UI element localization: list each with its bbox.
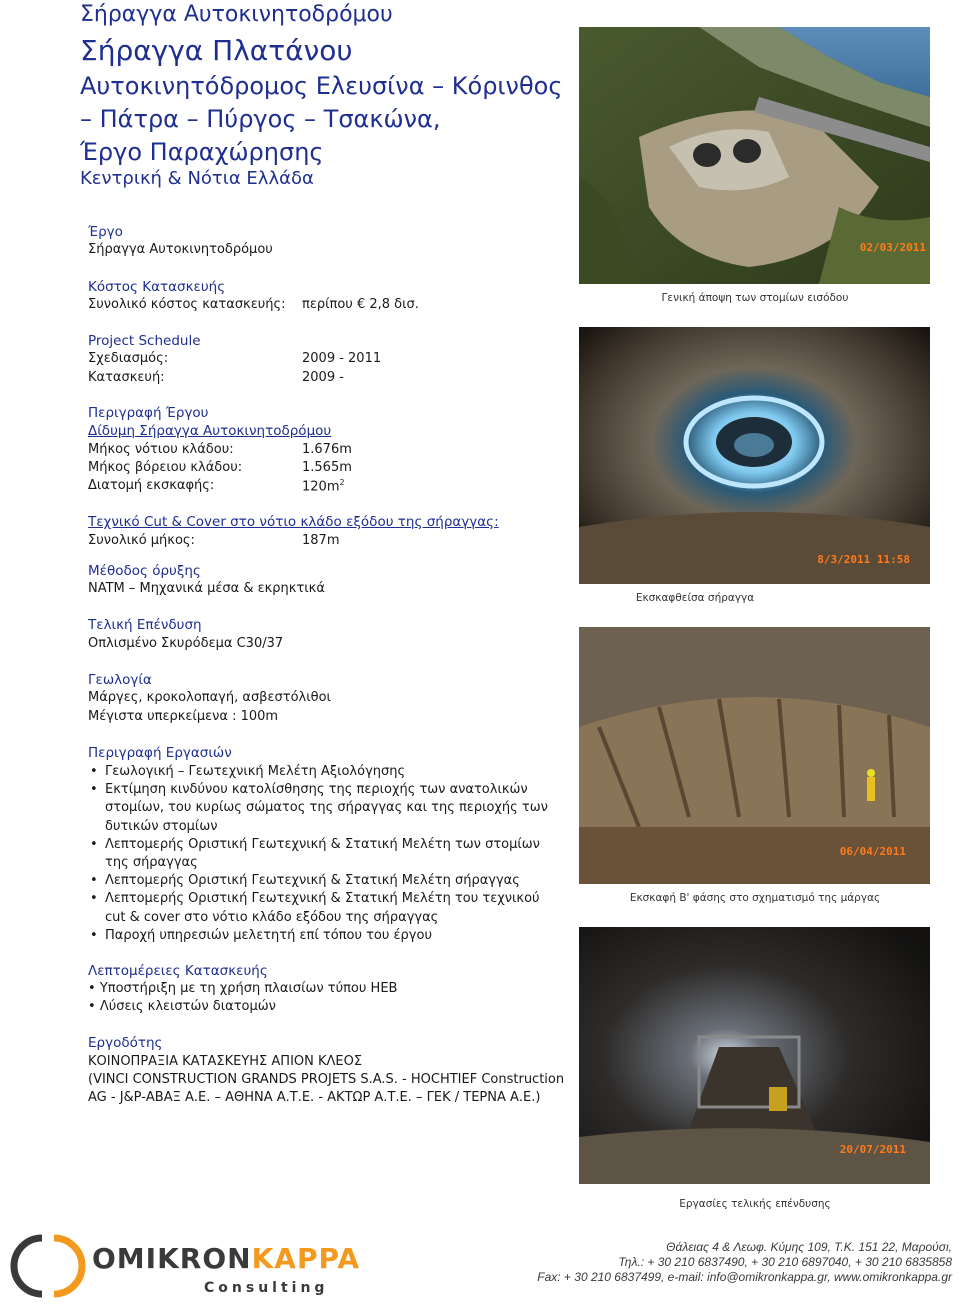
works-item-5: • Λεπτομερής Οριστική Γεωτεχνική & Στατική Μελέτη του τεχνικού cut & cover στο νότιο κλάδο εξόδου της σήραγγας <box>88 890 558 926</box>
contact-block <box>537 1240 952 1285</box>
lining-value: Οπλισμένο Σκυρόδεμα C30/37 <box>88 636 284 651</box>
description-title: Περιγραφή Έργου <box>88 405 209 421</box>
section-value: $120m^2$ <box>302 478 345 495</box>
client-line-1: ΚΟΙΝΟΠΡΑΞΙΑ ΚΑΤΑΣΚΕΥΗΣ ΑΠΙΟΝ ΚΛΕΟΣ <box>88 1054 363 1069</box>
description-subtitle: Δίδυμη Σήραγγα Αυτοκινητοδρόμου <box>88 423 332 439</box>
method-value: NATM – Μηχανικά μέσα & εκρηκτικά <box>88 581 325 596</box>
photo-final-lining <box>579 927 930 1184</box>
lining-title: Τελική Επένδυση <box>88 617 202 633</box>
geology-title: Γεωλογία <box>88 672 152 688</box>
contact-fax-email: Fax: + 30 210 6837499, e-mail: info@omikronkappa.gr, www.omikronkappa.gr <box>537 1270 952 1284</box>
photo-date-stamp: 02/03/2011 <box>859 241 926 254</box>
cutcover-value: 187m <box>302 533 340 548</box>
cutcover-title: Τεχνικό Cut & Cover στο νότιο κλάδο εξόδου της σήραγγας: <box>88 514 499 530</box>
project-value: Σήραγγα Αυτοκινητοδρόμου <box>88 242 273 257</box>
header-line-3a: Αυτοκινητόδρομος Ελευσίνα – Κόρινθος <box>80 72 563 100</box>
cost-value: περίπου € 2,8 δισ. <box>302 297 419 312</box>
south-length-value: 1.676m <box>302 442 352 457</box>
logo-subtitle: Consulting <box>204 1280 329 1296</box>
project-title: Έργο <box>88 224 123 240</box>
details-item-1: • Υποστήριξη με τη χρήση πλαισίων τύπου HEB <box>88 981 398 996</box>
geology-line-1: Μάργες, κροκολοπαγή, ασβεστόλιθοι <box>88 690 331 705</box>
works-item-4: • Λεπτομερής Οριστική Γεωτεχνική & Στατική Μελέτη σήραγγας <box>88 872 558 890</box>
photo-caption-2: Εκσκαφθείσα σήραγγα <box>635 592 755 604</box>
details-item-2: • Λύσεις κλειστών διατομών <box>88 999 276 1014</box>
cutcover-label: Συνολικό μήκος: <box>88 533 195 548</box>
cost-title: Κόστος Κατασκευής <box>88 279 226 295</box>
details-title: Λεπτομέρειες Κατασκευής <box>88 963 268 979</box>
schedule-construction-label: Κατασκευή: <box>88 370 165 385</box>
schedule-title: Project Schedule <box>88 333 201 349</box>
works-item-2: • Εκτίμηση κινδύνου κατολίσθησης της περιοχής των ανατολικών στομίων, του κυρίως σώματος της σήραγγας και της περιοχής των δυτικών στομίων <box>88 781 558 836</box>
south-length-label: Μήκος νότιου κλάδου: <box>88 442 234 457</box>
works-title: Περιγραφή Εργασιών <box>88 745 232 761</box>
method-title: Μέθοδος όρυξης <box>88 563 201 579</box>
client-line-2: (VINCI CONSTRUCTION GRANDS PROJETS S.A.S. - HOCHTIEF Construction <box>88 1072 565 1087</box>
north-length-label: Μήκος βόρειου κλάδου: <box>88 460 243 475</box>
photo-caption-4: Εργασίες τελικής επένδυσης <box>679 1198 831 1210</box>
header-line-3c: Έργο Παραχώρησης <box>80 138 324 166</box>
photo-date-stamp: 20/07/2011 <box>839 1143 906 1156</box>
client-line-3: AG - J&P-ΑΒΑΞ Α.Ε. – ΑΘΗΝΑ Α.Τ.Ε. - ΑΚΤΩΡ Α.Τ.Ε. – ΓΕΚ / ΤΕΡΝΑ Α.Ε.) <box>88 1090 541 1105</box>
photo-caption-1: Γενική άποψη των στομίων εισόδου <box>661 292 849 304</box>
geology-line-2: Μέγιστα υπερκείμενα : 100m <box>88 709 279 724</box>
photo-excavated-tunnel <box>579 327 930 584</box>
logo-wordmark: OMIKRONKAPPA <box>92 1242 361 1275</box>
photo-phase-b-excavation <box>579 627 930 884</box>
section-label: Διατομή εκσκαφής: <box>88 478 215 493</box>
contact-phones: Τηλ.: + 30 210 6837490, + 30 210 6897040, + 30 210 6835858 <box>618 1255 952 1269</box>
client-title: Εργοδότης <box>88 1035 163 1051</box>
page-title: Σήραγγα Πλατάνου <box>80 34 353 67</box>
photo-portals-overview <box>579 27 930 284</box>
schedule-design-value: 2009 - 2011 <box>302 351 382 366</box>
logo-mark-icon <box>8 1232 98 1300</box>
works-item-3: • Λεπτομερής Οριστική Γεωτεχνική & Στατική Μελέτη των στομίων της σήραγγας <box>88 836 558 872</box>
north-length-value: 1.565m <box>302 460 352 475</box>
works-list <box>88 763 558 945</box>
cost-label: Συνολικό κόστος κατασκευής: <box>88 297 286 312</box>
company-logo <box>8 1232 398 1302</box>
header-line-3b: – Πάτρα – Πύργος – Τσακώνα, <box>80 105 441 133</box>
photo-caption-3: Εκσκαφή Β' φάσης στο σχηματισμό της μάργας <box>629 892 881 904</box>
header-region: Κεντρική & Νότια Ελλάδα <box>80 168 314 189</box>
schedule-design-label: Σχεδιασμός: <box>88 351 169 366</box>
works-item-1: • Γεωλογική – Γεωτεχνική Μελέτη Αξιολόγησης <box>88 763 558 781</box>
works-item-6: • Παροχή υπηρεσιών μελετητή επί τόπου του έργου <box>88 927 558 945</box>
photo-date-stamp: 06/04/2011 <box>839 845 906 858</box>
header-line-1: Σήραγγα Αυτοκινητοδρόμου <box>80 2 393 27</box>
contact-address: Θάλειας 4 & Λεωφ. Κύμης 109, Τ.Κ. 151 22, Μαρούσι, <box>666 1240 952 1254</box>
photo-date-stamp: 8/3/2011 11:58 <box>817 553 910 566</box>
schedule-construction-value: 2009 - <box>302 370 344 385</box>
